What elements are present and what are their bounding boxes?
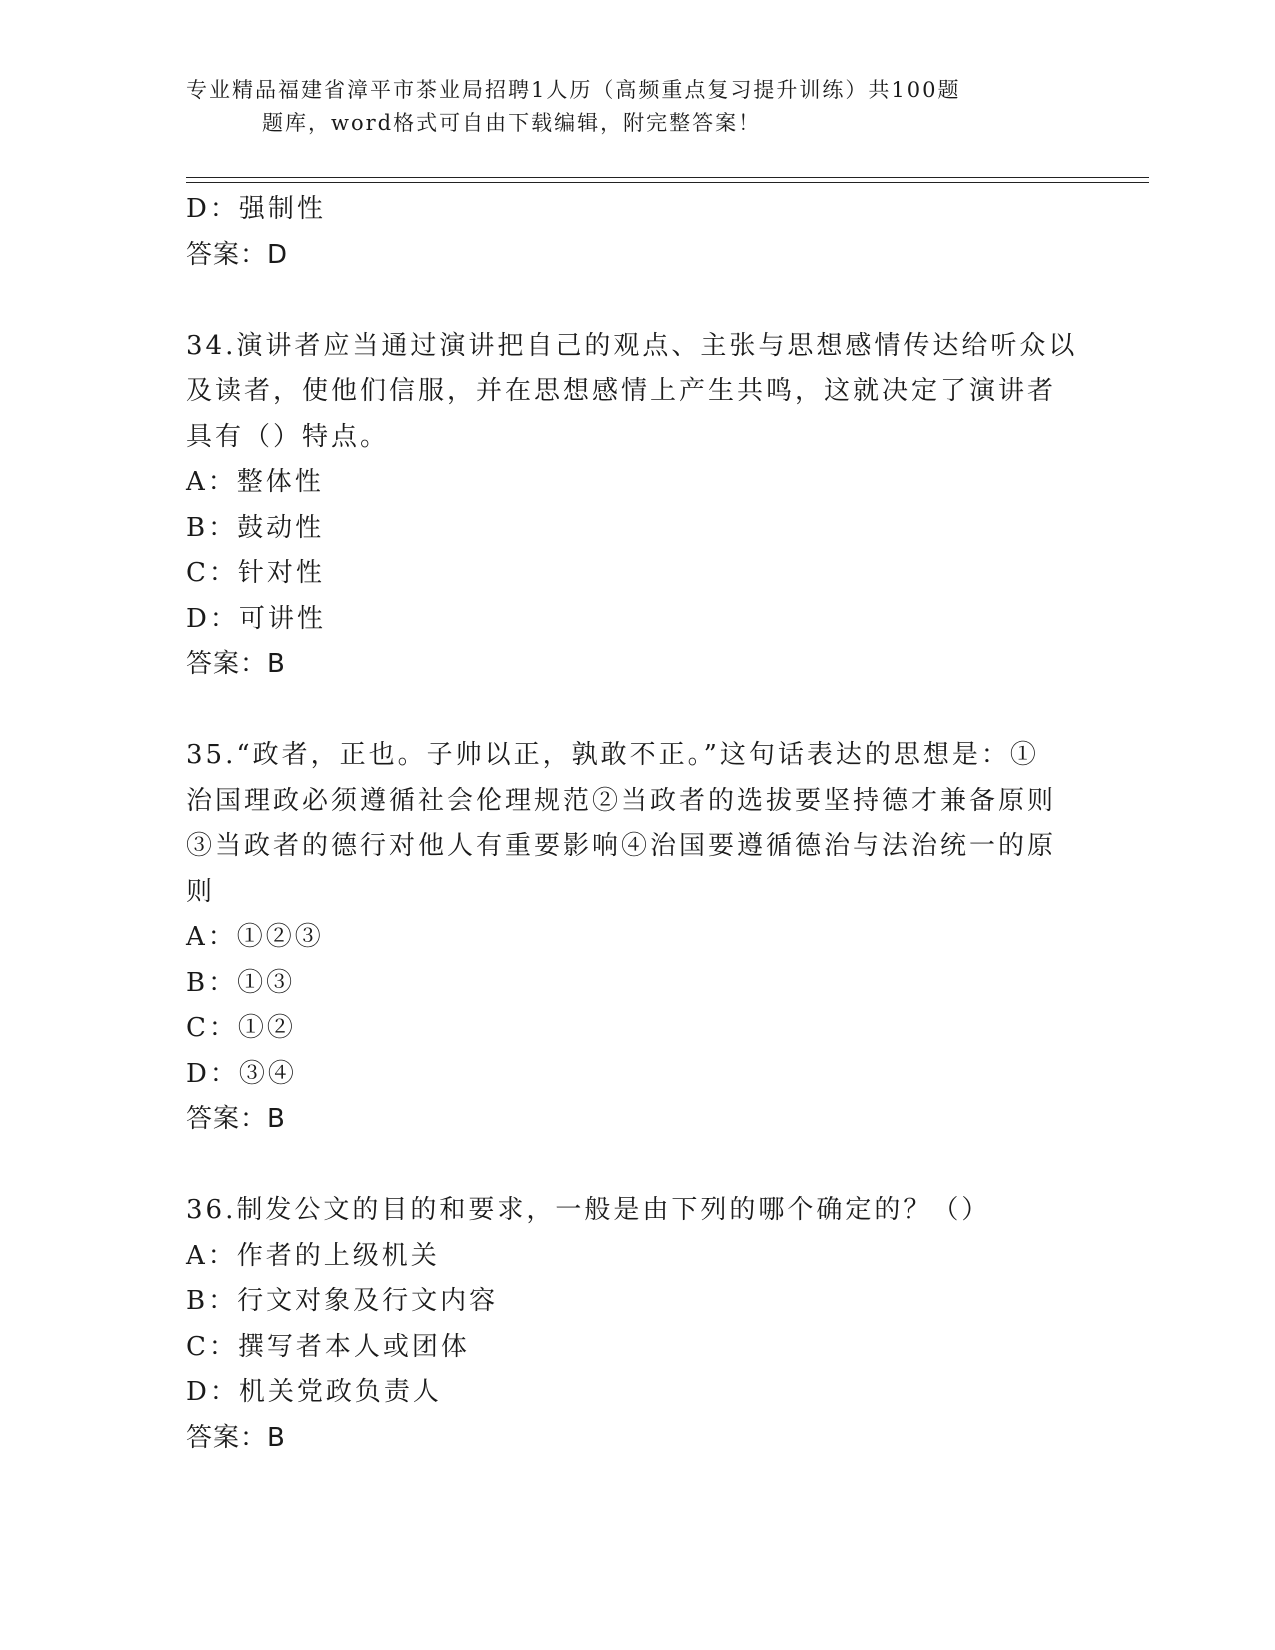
answer-line: 答案：B [186,649,286,679]
question-stem: 具有（）特点。 [186,421,390,452]
header-title-line-1: 专业精品福建省漳平市茶业局招聘1人历（高频重点复习提升训练）共100题 [186,78,961,102]
option-c: C：撰写者本人或团体 [186,1331,470,1362]
header-divider [186,177,1149,178]
question-36 [186,1188,1086,1461]
spacer [186,278,1086,324]
option-d: D：可讲性 [186,603,326,634]
header-divider [186,182,1149,183]
header-title-line-2: 题库，word格式可自由下载编辑，附完整答案！ [262,111,762,135]
option-c: C：①② [186,1013,296,1043]
option-c: C：针对性 [186,558,325,588]
option-b: B：①③ [186,967,296,998]
question-stem: 则 [186,876,216,907]
answer-line: 答案：B [186,1422,286,1453]
option-d: D：强制性 [186,194,326,224]
question-stem: 治国理政必须遵循社会伦理规范②当政者的选拔要坚持德才兼备原则 [186,785,1057,816]
spacer [186,1143,1086,1189]
question-stem: 36.制发公文的目的和要求，一般是由下列的哪个确定的？（） [186,1195,991,1225]
option-b: B：行文对象及行文内容 [186,1286,499,1316]
question-stem: 及读者，使他们信服，并在思想感情上产生共鸣，这就决定了演讲者 [186,376,1057,406]
answer-line: 答案：B [186,1104,286,1134]
option-a: A：作者的上级机关 [186,1240,440,1271]
answer-line: 答案：D [186,239,289,270]
question-35 [186,733,1086,1143]
option-a: A：整体性 [186,467,324,497]
option-a: A：①②③ [186,922,324,952]
question-list [186,187,1086,1461]
question-stem: 34.演讲者应当通过演讲把自己的观点、主张与思想感情传达给听众以 [186,330,1078,361]
question-stem: ③当政者的德行对他人有重要影响④治国要遵循德治与法治统一的原 [186,831,1057,861]
page-header [186,74,1046,140]
option-b: B：鼓动性 [186,512,325,543]
option-d: D：机关党政负责人 [186,1377,442,1407]
option-d: D：③④ [186,1058,297,1089]
question-stem: 35.“政者，正也。子帅以正，孰敢不正。”这句话表达的思想是：① [186,740,1039,770]
spacer [186,688,1086,734]
question-34 [186,324,1086,688]
